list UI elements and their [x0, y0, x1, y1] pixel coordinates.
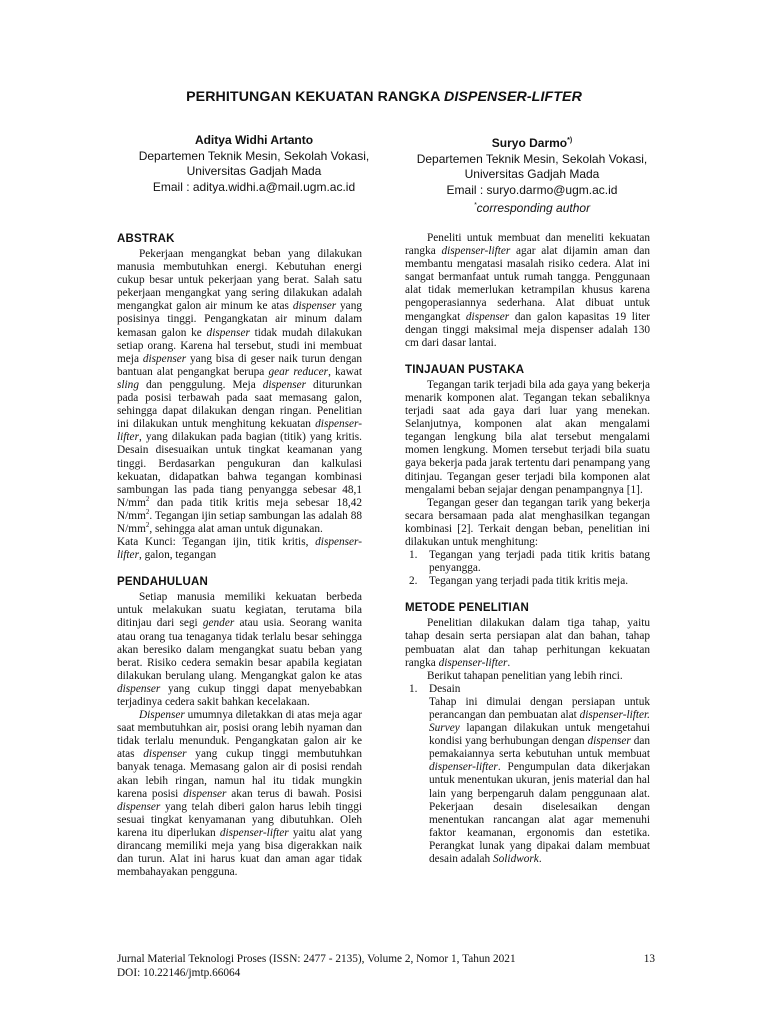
review-paragraph-2: Tegangan geser dan tegangan tarik yang bekerja secara bersamaan pada alat menghasilkan tegangan kombinasi [2]. Terkait dengan beban, penelitian ini dilakukan untuk menghitung: — [405, 496, 650, 548]
journal-citation: Jurnal Material Teknologi Proses (ISSN: 2477 - 2135), Volume 2, Nomor 1, Tahun 2021 — [117, 953, 516, 965]
intro-paragraph-3: Peneliti untuk membuat dan meneliti kekuatan rangka dispenser-lifter agar alat dijamin aman dan membantu mengatasi masalah risiko cedera. Alat ini sangat bermanfaat untuk rumah tangga. Penggunaan alat tidak memerlukan ketrampilan khusus karena pengoperasiannya sederhana. Alat dibuat untuk mengangkat dispenser dan galon kapasitas 19 liter dengan tinggi maksimal meja dispenser adalah 130 cm dari dasar lantai. — [405, 232, 651, 349]
method-paragraph-3: Tahap ini dimulai dengan persiapan untuk perancangan dan pembuatan alat dispenser-lifter. Survey lapangan dilakukan untuk mengetahui kondisi yang berhubungan dengan dispenser dan pemakaiannya serta kebutuhan untuk membuat dispenser-lifter. Pengumpulan data dikerjakan untuk menentukan ukuran, jenis material dan hal lain yang berpengaruh dalam penggunaan alat. Pekerjaan desain diselesaikan dengan menentukan rancangan alat agar memenuhi faktor keamanan, ergonomis dan estetika. Perangkat lunak yang dipakai dalam membuat desain adalah Solidwork. — [429, 695, 651, 866]
author-name-text: Suryo Darmo — [491, 136, 568, 150]
doi: DOI: 10.22146/jmtp.66064 — [117, 967, 241, 979]
page-footer — [117, 952, 655, 980]
abstract-paragraph: Pekerjaan mengangkat beban yang dilakukan manusia membutuhkan energi. Kebutuhan energi cukup besar untuk pekerjaan yang berat. Salah satu pekerjaan mengangkat yang sering dilakukan adalah mengangkat galon air minum ke atas dispenser yang posisinya tinggi. Pengangkatan air minum dalam kemasan galon ke dispenser tidak mudah dilakukan setiap orang. Karena hal tersebut, studi ini membuat meja dispenser yang bisa di geser naik turun dengan bantuan alat pengangkat berupa gear reducer, kawat sling dan penggulung. Meja dispenser diturunkan pada posisi terbawah pada saat memasang galon, sehingga dapat dilakukan dengan ringan. Penelitian ini dilakukan untuk menghitung kekuatan dispenser-lifter, yang dilakukan pada bagian (titik) yang kritis. Desain disesuaikan untuk tingkat keamanan yang tinggi. Berdasarkan pengukuran dan kalkulasi kekuatan, didapatkan bahwa tegangan kombinasi sambungan las pada tiang penyangga sebesar 48,1 $N/mm^2$ dan pada titik kritis meja sebesar 18,42 $N/mm^2$. Tegangan ijin setiap sambungan las adalah 88 $N/mm^2$, sehingga alat aman untuk digunakan. — [117, 248, 363, 535]
list-item: 1. Desain — [409, 682, 461, 695]
page-number: 13 — [643, 953, 655, 965]
section-heading-abstrak: ABSTRAK — [117, 233, 175, 245]
right-column — [405, 232, 650, 866]
list-item: 1. Tegangan yang terjadi pada titik kritis batang penyangga. — [409, 549, 650, 575]
list-item: 2. Tegangan yang terjadi pada titik kritis meja. — [409, 575, 629, 588]
section-heading-metode: METODE PENELITIAN — [405, 602, 529, 615]
method-paragraph-2: Berikut tahapan penelitian yang lebih rinci. — [427, 669, 623, 682]
author-name: Aditya Widhi Artanto — [194, 133, 314, 147]
author-email: Email : suryo.darmo@ugm.ac.id — [446, 182, 618, 197]
keywords: Kata Kunci: Tegangan ijin, titik kritis, dispenser-lifter, galon, tegangan — [117, 536, 362, 562]
paper-title — [0, 89, 768, 105]
author-block-2 — [392, 133, 672, 217]
author-univ: Universitas Gadjah Mada — [464, 167, 600, 181]
intro-paragraph-2: Dispenser umumnya diletakkan di atas meja agar saat membutuhkan air, posisi orang lebih nyaman dan tidak terlalu menunduk. Pengangkatan galon air ke atas dispenser yang cukup tinggi membutuhkan banyak tenaga. Memasang galon air di posisi rendah akan lebih ringan, namun hal itu tidak mungkin karena posisi dispenser akan terus di bawah. Posisi dispenser yang telah diberi galon harus lebih tinggi sesuai tingkat kenyamanan yang dibutuhkan. Oleh karena itu diperlukan dispenser-lifter yaitu alat yang dirancang memiliki meja yang bisa digerakkan naik dan turun. Alat ini harus kuat dan aman agar tidak membahayakan pengguna. — [117, 709, 363, 879]
title-text: PERHITUNGAN KEKUATAN RANGKA — [186, 89, 444, 105]
corr-text: corresponding author — [476, 201, 591, 215]
method-paragraph-1: Penelitian dilakukan dalam tiga tahap, yaitu tahap desain serta persiapan alat dan bahan, tahap pembuatan alat dan tahap perhitungan kekuatan rangka dispenser-lifter. — [405, 617, 650, 669]
author-dept: Departemen Teknik Mesin, Sekolah Vokasi, — [416, 151, 648, 166]
section-heading-tinjauan: TINJAUAN PUSTAKA — [405, 363, 525, 376]
author-name — [392, 133, 672, 152]
title-italic-text: DISPENSER-LIFTER — [443, 89, 582, 105]
intro-paragraph-1: Setiap manusia memiliki kekuatan berbeda untuk melakukan suatu kegiatan, terutama bila ditinjau dari segi gender atau usia. Seorang wanita atau orang tua tenaganya tidak terlalu besar sehingga akan beresiko dalam mengangkat suatu beban yang berat. Risiko cedera semakin besar apabila kegiatan dilakukan berulang ulang. Mengangkat galon ke atas dispenser yang cukup tinggi dapat menyebabkan terjadinya cedera sakit bahkan kecelakaan. — [117, 591, 363, 708]
author-block-1 — [118, 133, 390, 195]
author-email: Email : aditya.widhi.a@mail.ugm.ac.id — [152, 179, 356, 194]
corresponding-note — [392, 198, 672, 217]
left-column — [117, 232, 362, 879]
author-mark: *) — [567, 137, 573, 144]
corr-mark: * — [473, 202, 477, 209]
review-paragraph-1: Tegangan tarik terjadi bila ada gaya yang bekerja menarik komponen alat. Tegangan tekan sebaliknya terjadi saat ada gaya dari luar yang menekan. Selanjutnya, komponen alat akan mengalami tegangan lengkung bila alat tersebut mengalami momen lengkung. Momen tersebut terjadi bila suatu gaya bekerja pada jarak tertentu dari penampang yang ditinjau. Tegangan geser terjadi bila komponen alat mengalami beban sejajar dengan penampangnya [1]. — [405, 378, 650, 496]
author-dept: Departemen Teknik Mesin, Sekolah Vokasi, — [138, 148, 370, 163]
section-heading-pendahuluan: PENDAHULUAN — [117, 576, 209, 589]
author-univ: Universitas Gadjah Mada — [186, 164, 322, 178]
